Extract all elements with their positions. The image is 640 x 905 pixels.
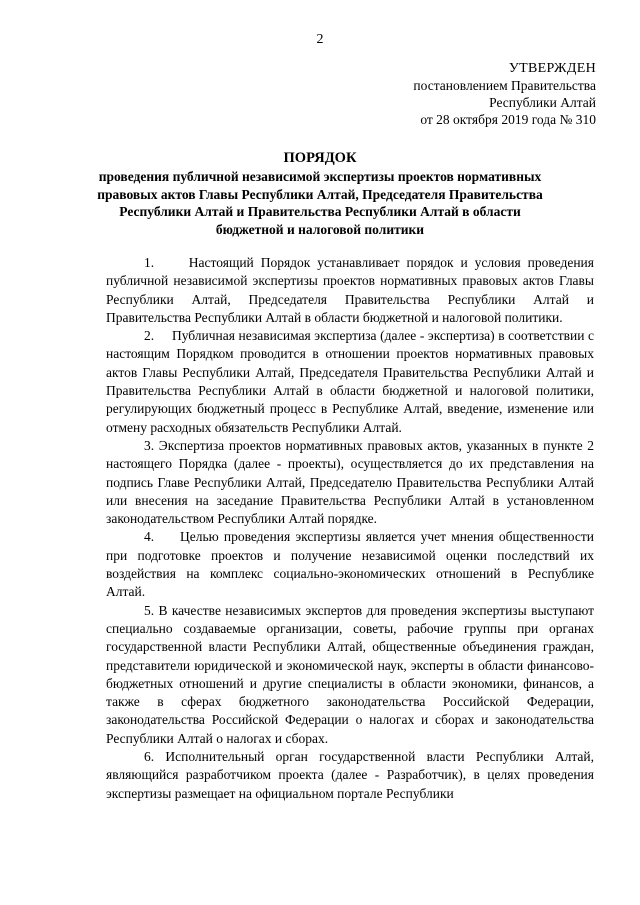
paragraph-1: 1. Настоящий Порядок устанавливает порядок и условия проведения публичной независимой экспертизы проектов нормативных правовых актов Главы Республики Алтай, Председателя Правительства Республики Алтай и Правительства Республики Алтай в области бюджетной и налоговой политики.: [106, 255, 594, 325]
page-number: 2: [316, 32, 324, 47]
approval-line-republic: Республики Алтай: [489, 95, 596, 110]
document-body: [106, 254, 594, 803]
paragraph-2: 2. Публичная независимая экспертиза (далее - экспертиза) в соответствии с настоящим Порядком проводится в отношении проектов нормативных правовых актов Главы Республики Алтай, Председателя Правительства Республики Алтай и Правительства Республики Алтай в области бюджетной и налоговой политики, регулирующих бюджетный процесс в Республике Алтай, введение, изменение или отмену расходных обязательств Республики Алтай.: [106, 328, 594, 435]
approval-line-resolution: постановлением Правительства: [413, 78, 596, 93]
approval-stamp: [336, 60, 596, 128]
paragraph-5: 5. В качестве независимых экспертов для проведения экспертизы выступают специально создаваемые организации, советы, рабочие группы при органах государственной власти Республики Алтай, общественные объединения граждан, представители юридической и экономической наук, эксперты в области финансово-бюджетных отношений и другие специалисты в области экономики, финансов, а также в сферах бюджетного законодательства Российской Федерации, законодательства Российской Федерации о налогах и сборах и законодательства Республики Алтай о налогах и сборах.: [106, 602, 594, 746]
paragraph-3: 3. Экспертиза проектов нормативных правовых актов, указанных в пункте 2 настоящего Порядка (далее - проекты), осуществляется до их представления на подпись Главе Республики Алтай, Председателю Правительства Республики Алтай или внесения на заседание Правительства Республики Алтай в установленном законодательством Республики Алтай порядке.: [106, 437, 594, 527]
document-title: ПОРЯДОК: [283, 150, 357, 166]
paragraph-6: 6. Исполнительный орган государственной власти Республики Алтай, являющийся разработчиком проекта (далее - Разработчик), в целях проведения экспертизы размещает на официальном портале Республики: [106, 749, 594, 801]
approval-line-date: от 28 октября 2019 года № 310: [420, 112, 596, 127]
approval-line-approved: УТВЕРЖДЕН: [508, 61, 596, 76]
paragraph-4: 4. Целью проведения экспертизы является учет мнения общественности при подготовке проектов и получение независимой оценки последствий их воздействия на комплекс социально-экономических отношений в Республике Алтай.: [106, 529, 594, 600]
document-subtitle: проведения публичной независимой экспертизы проектов нормативных правовых актов Главы Республики Алтай, Председателя Правительства Республики Алтай и Правительства Республики Алтай в области бюджетной и налоговой политики: [97, 169, 543, 237]
